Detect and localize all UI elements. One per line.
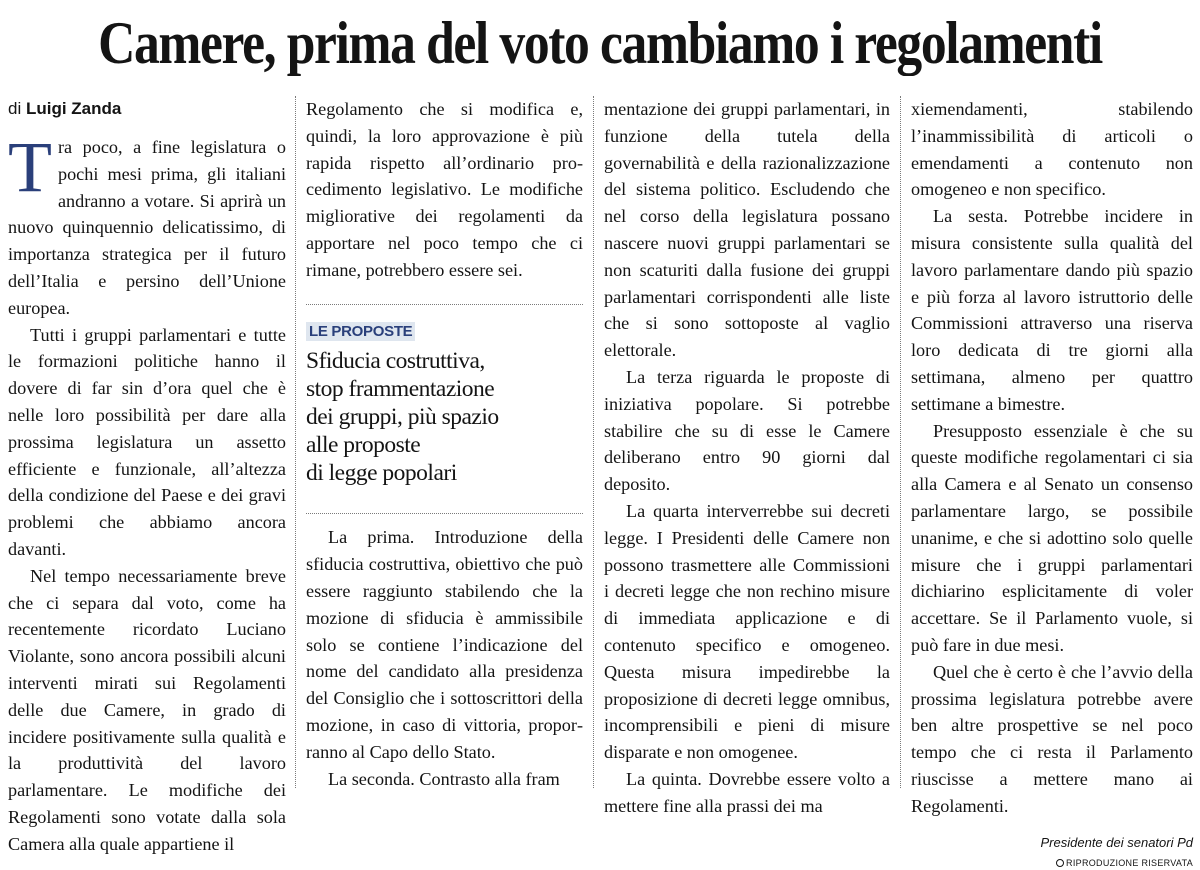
article-column-4 [911,96,1193,868]
byline-prefix: di [8,99,22,118]
paragraph: Presupposto essenziale è che su queste modifiche regolamentari ci sia alla Camera e al Senato un consenso parlamentare largo, se possibile unanime, e che si adottino solo quelle misure che i gruppi parlamentari dichiarino esplicitamente di voler accettare. Se il Parlamento vuole, si può fare in due mesi. [911,420,1193,655]
paragraph: Tra poco, a fine legislatura o pochi mesi prima, gli italiani andranno a votare. Si aprirà un nuovo quinquennio delicatissimo, di importanza strategica per il futuro dell’Italia e persino dell’Unione europea. [8,127,286,318]
paragraph: Regolamento che si modifica e, quindi, la loro approvazione è più rapida rispetto all’ordinario procedimento legislativo. Le modifiche migliorative dei regolamenti da apportare nel poco tempo che ci rimane, potrebbero essere sei. [306,99,583,280]
article-column-3 [604,96,890,816]
paragraph: La seconda. Contrasto alla fram [328,768,560,789]
copyright-notice: RIPRODUZIONE RISERVATA [911,856,1193,870]
headline: Camere, prima del voto cambiamo i regolamenti [98,10,1102,76]
author-signature: Presidente dei senatori Pd [1040,834,1193,850]
paragraph: La prima. Introduzione della sfiducia costruttiva, obiettivo che può essere raggiunto stabilendo che la mozione di sfiducia è ammissibile solo se contiene l’indicazione del nome del candidato alla presidenza del Consiglio che i sottoscrittori della mozione, in caso di vittoria, proporranno al Capo dello Stato. [306,527,583,762]
article-column-1 [8,96,286,854]
author-name: Luigi Zanda [25,99,122,118]
byline [8,96,286,122]
drop-cap: T [8,127,52,207]
paragraph: Tutti i gruppi parlamentari e tutte le formazioni politiche hanno il dovere di far sin d’ora quel che è nelle loro possibilità per dare alla prossima legislatura un assetto efficiente e funzionale, all’altezza della condizione del Paese e dei gravi problemi che abbiamo ancora davanti. [8,324,286,559]
subheadline: Sfiducia costruttiva, stop frammentazione dei gruppi, più spazio alle proposte di legge popolari [306,348,499,487]
paragraph: mentazione dei gruppi parlamentari, in funzione della tutela della governabilità e della razionalizzazione del sistema politico. Escludendo che nel corso della legislatura possano nascere nuovi gruppi parlamentari se non scaturiti dalla fusione dei gruppi parlamentari corrispondenti alle liste che si sono sottoposte al vaglio elettorale. [604,99,890,361]
article-column-2 [306,96,583,789]
column-divider [900,96,901,788]
paragraph: Nel tempo necessariamente breve che ci separa dal voto, come ha recentemente ricordato Luciano Violante, sono ancora possibili alcuni interventi mirati sui Regolamenti delle due Camere, in grado di incidere positivamente sulla qualità e la produttività del lavoro parlamentare. Le modifiche dei Regolamenti sono votate dalla sola Camera alla quale appartiene il [8,565,286,854]
copyright-icon [1056,859,1064,867]
paragraph: La sesta. Potrebbe incidere in misura consistente sulla qualità del lavoro parlamentare dando più spazio e più forza al lavoro istruttorio delle Commissioni attraverso una riserva loro dedicata di tre giorni alla settimana, almeno per quattro settimane a bimestre. [911,206,1193,414]
paragraph: La quinta. Dovrebbe essere volto a mettere fine alla prassi dei ma [604,768,890,816]
column-divider [593,96,594,788]
section-divider [306,513,583,514]
section-divider [306,304,583,305]
kicker-label: LE PROPOSTE [306,322,415,341]
column-divider [295,96,296,788]
paragraph: xiemendamenti, stabilendo l’inammissibilità di articoli o emendamenti a contenuto non omogeneo e non specifico. [911,99,1193,200]
paragraph: La terza riguarda le proposte di iniziativa popolare. Si potrebbe stabilire che su di esse le Camere deliberano entro 90 giorni dal deposito. [604,366,890,495]
paragraph: La quarta interverrebbe sui decreti legge. I Presidenti delle Camere non possono trasmettere alle Commissioni i decreti legge che non rechino misure di immediata applicazione e di contenuto specifico e omogeneo. Questa misura impedirebbe la proposizione di decreti legge omnibus, incomprensibili e pieni di misure disparate e non omogenee. [604,500,890,763]
highlight-box [306,317,583,488]
paragraph: Quel che è certo è che l’avvio della prossima legislatura potrebbe avere ben altre prospettive se nel poco tempo che ci resta il Parlamento riuscisse a mettere mano ai Regolamenti. [911,661,1193,816]
